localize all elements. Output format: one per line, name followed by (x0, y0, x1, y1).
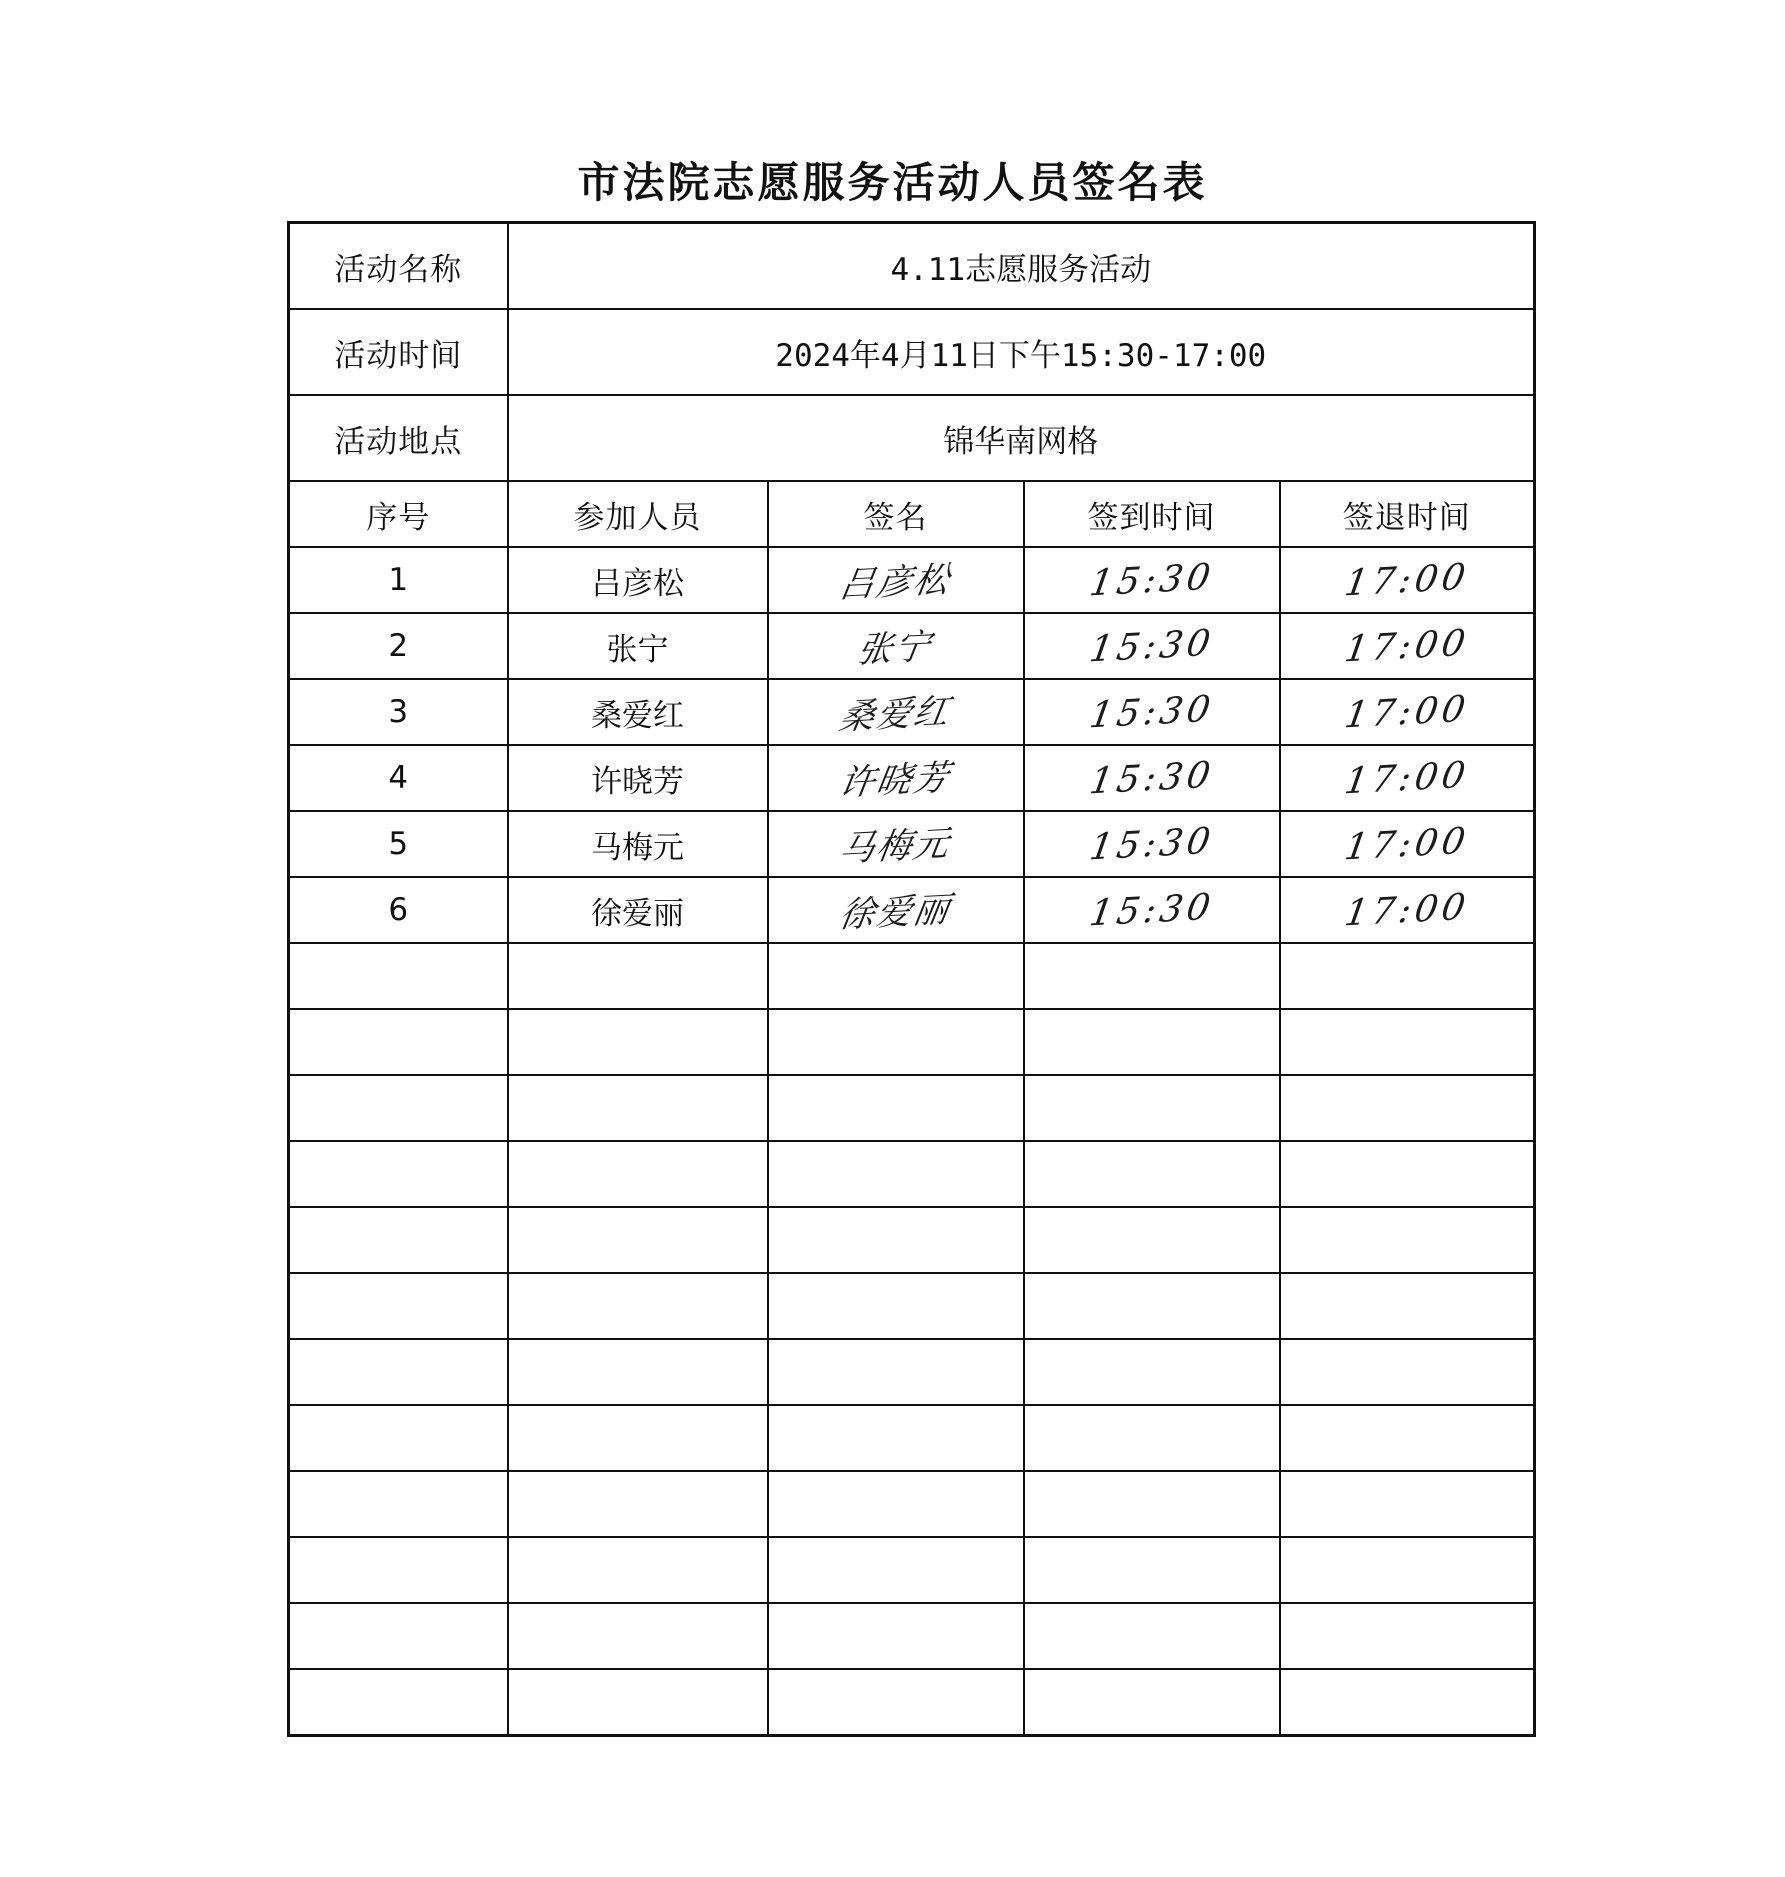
empty-cell (289, 1207, 508, 1273)
handwritten-signature-cell (768, 811, 1024, 877)
row-number-cell (289, 877, 508, 943)
empty-cell (768, 1009, 1024, 1075)
empty-cell (1024, 1471, 1280, 1537)
checkout-time: 17:00 (1341, 820, 1472, 868)
participant-name-cell (508, 613, 768, 679)
row-number-cell (289, 613, 508, 679)
empty-cell (1280, 1207, 1535, 1273)
empty-cell (1024, 1141, 1280, 1207)
column-header-row (289, 481, 1535, 547)
empty-cell (508, 1075, 768, 1141)
participant-name-cell (508, 745, 768, 811)
empty-cell (289, 1669, 508, 1736)
empty-cell (1024, 1405, 1280, 1471)
empty-cell (508, 1405, 768, 1471)
empty-cell (768, 1339, 1024, 1405)
empty-cell (1024, 1537, 1280, 1603)
empty-table-row (289, 1273, 1535, 1339)
participant-name: 马梅元 (591, 829, 684, 866)
table-row (289, 613, 1535, 679)
handwritten-signature: 马梅元 (836, 823, 954, 871)
empty-cell (289, 1075, 508, 1141)
checkout-time-cell (1280, 547, 1535, 613)
empty-cell (289, 1273, 508, 1339)
activity-location-label: 活动地点 (289, 395, 508, 481)
empty-cell (768, 1141, 1024, 1207)
handwritten-signature-cell (768, 547, 1024, 613)
empty-cell (1280, 1537, 1535, 1603)
empty-table-row (289, 1669, 1535, 1736)
info-row-activity-time (289, 309, 1535, 395)
row-number: 4 (388, 760, 409, 796)
empty-cell (1024, 1339, 1280, 1405)
row-number: 6 (388, 892, 409, 928)
empty-cell (768, 1207, 1024, 1273)
participant-name: 许晓芳 (591, 763, 684, 800)
checkin-time-cell (1024, 745, 1280, 811)
participant-name: 桑爱红 (591, 697, 684, 734)
empty-cell (289, 1537, 508, 1603)
empty-cell (768, 1075, 1024, 1141)
empty-cell (1280, 1471, 1535, 1537)
checkin-time: 15:30 (1086, 754, 1217, 802)
empty-cell (1280, 1141, 1535, 1207)
empty-cell (1024, 1009, 1280, 1075)
checkout-time: 17:00 (1341, 556, 1472, 604)
participant-name-cell (508, 811, 768, 877)
info-row-activity-location (289, 395, 1535, 481)
empty-table-row (289, 1537, 1535, 1603)
sign-in-sheet (287, 221, 1536, 1737)
row-number-cell (289, 745, 508, 811)
activity-location-value: 锦华南网格 (508, 395, 1535, 481)
empty-cell (768, 1405, 1024, 1471)
empty-table-row (289, 1075, 1535, 1141)
empty-cell (1280, 1075, 1535, 1141)
header-checkin-time: 签到时间 (1024, 481, 1280, 547)
row-number-cell (289, 547, 508, 613)
table-row (289, 745, 1535, 811)
empty-cell (1280, 1273, 1535, 1339)
empty-cell (1024, 943, 1280, 1009)
empty-cell (1024, 1207, 1280, 1273)
empty-cell (508, 1141, 768, 1207)
empty-table-row (289, 1009, 1535, 1075)
empty-cell (768, 1471, 1024, 1537)
handwritten-signature-cell (768, 679, 1024, 745)
empty-cell (1024, 1273, 1280, 1339)
empty-table-row (289, 1141, 1535, 1207)
empty-cell (289, 1009, 508, 1075)
checkin-time: 15:30 (1086, 622, 1217, 670)
empty-cell (768, 1537, 1024, 1603)
empty-table-row (289, 1339, 1535, 1405)
activity-time-value: 2024年4月11日下午15:30-17:00 (508, 309, 1535, 395)
checkin-time-cell (1024, 679, 1280, 745)
handwritten-signature: 徐爱丽 (836, 889, 954, 937)
empty-cell (768, 1603, 1024, 1669)
empty-cell (1280, 1669, 1535, 1736)
empty-table-row (289, 1207, 1535, 1273)
empty-cell (289, 1141, 508, 1207)
participant-name: 张宁 (606, 631, 669, 668)
empty-table-row (289, 1603, 1535, 1669)
empty-cell (768, 943, 1024, 1009)
row-number-cell (289, 679, 508, 745)
page-title: 市法院志愿服务活动人员签名表 (577, 158, 1208, 207)
checkout-time-cell (1280, 613, 1535, 679)
row-number: 3 (388, 694, 409, 730)
checkout-time: 17:00 (1341, 754, 1472, 802)
participant-name-cell (508, 679, 768, 745)
participant-name-cell (508, 547, 768, 613)
checkin-time-cell (1024, 613, 1280, 679)
row-number: 1 (388, 562, 409, 598)
handwritten-signature: 许晓芳 (836, 757, 954, 805)
checkout-time: 17:00 (1341, 886, 1472, 934)
empty-cell (1024, 1075, 1280, 1141)
handwritten-signature-cell (768, 877, 1024, 943)
checkin-time-cell (1024, 877, 1280, 943)
handwritten-signature: 桑爱红 (836, 691, 954, 739)
activity-time-label: 活动时间 (289, 309, 508, 395)
empty-cell (1024, 1669, 1280, 1736)
empty-cell (289, 943, 508, 1009)
empty-cell (508, 1009, 768, 1075)
empty-cell (508, 1471, 768, 1537)
checkin-time-cell (1024, 547, 1280, 613)
checkin-time: 15:30 (1086, 820, 1217, 868)
empty-cell (508, 943, 768, 1009)
row-number: 2 (388, 628, 409, 664)
empty-cell (1280, 1339, 1535, 1405)
empty-cell (1280, 1603, 1535, 1669)
checkout-time-cell (1280, 745, 1535, 811)
empty-cell (768, 1273, 1024, 1339)
checkin-time: 15:30 (1086, 688, 1217, 736)
empty-cell (508, 1339, 768, 1405)
row-number-cell (289, 811, 508, 877)
row-number: 5 (388, 826, 409, 862)
table-row (289, 679, 1535, 745)
header-participant: 参加人员 (508, 481, 768, 547)
empty-cell (508, 1537, 768, 1603)
empty-cell (289, 1339, 508, 1405)
empty-cell (508, 1603, 768, 1669)
checkin-time-cell (1024, 811, 1280, 877)
checkout-time-cell (1280, 811, 1535, 877)
checkout-time: 17:00 (1341, 688, 1472, 736)
empty-cell (1280, 943, 1535, 1009)
header-signature: 签名 (768, 481, 1024, 547)
participant-name-cell (508, 877, 768, 943)
header-checkout-time: 签退时间 (1280, 481, 1535, 547)
empty-cell (508, 1273, 768, 1339)
empty-cell (768, 1669, 1024, 1736)
checkout-time: 17:00 (1341, 622, 1472, 670)
table-row (289, 547, 1535, 613)
handwritten-signature-cell (768, 745, 1024, 811)
handwritten-signature: 张宁 (854, 626, 936, 672)
empty-cell (1024, 1603, 1280, 1669)
participant-name: 徐爱丽 (591, 895, 684, 932)
handwritten-signature: 吕彦松 (836, 559, 954, 607)
empty-cell (289, 1603, 508, 1669)
empty-cell (1280, 1405, 1535, 1471)
info-row-activity-name (289, 223, 1535, 310)
participant-name: 吕彦松 (591, 565, 684, 602)
table-row (289, 811, 1535, 877)
empty-cell (1280, 1009, 1535, 1075)
empty-cell (508, 1207, 768, 1273)
empty-cell (289, 1471, 508, 1537)
activity-name-value: 4.11志愿服务活动 (508, 223, 1535, 310)
handwritten-signature-cell (768, 613, 1024, 679)
empty-cell (289, 1405, 508, 1471)
table-row (289, 877, 1535, 943)
empty-table-row (289, 943, 1535, 1009)
checkout-time-cell (1280, 679, 1535, 745)
empty-cell (508, 1669, 768, 1736)
checkin-time: 15:30 (1086, 556, 1217, 604)
checkout-time-cell (1280, 877, 1535, 943)
empty-table-row (289, 1405, 1535, 1471)
activity-name-label: 活动名称 (289, 223, 508, 310)
header-number: 序号 (289, 481, 508, 547)
checkin-time: 15:30 (1086, 886, 1217, 934)
empty-table-row (289, 1471, 1535, 1537)
